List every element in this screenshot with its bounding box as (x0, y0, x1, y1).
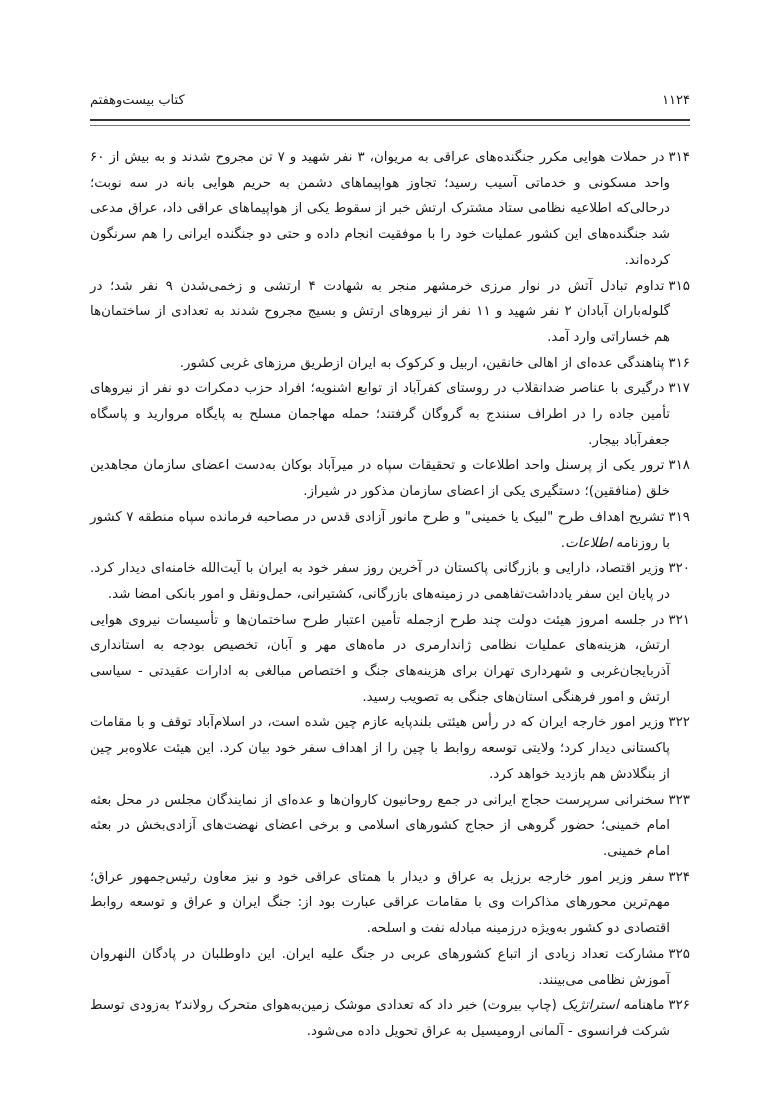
entry-text: ترور یکی از پرسنل واحد اطلاعات و تحقیقات سپاه در میرآباد بوکان به‌دست اعضای سازمان مجاهدین خلق (منافقین)؛ دستگیری یکی از اعضای سازمان مذکور در شیراز. (90, 458, 670, 500)
entry-number: ۳۱۶ (668, 355, 690, 371)
entry-text: تداوم تبادل آتش در نوار مرزی خرمشهر منجر به شهادت ۴ ارتشی و زخمی‌شدن ۹ نفر شد؛ در گلوله‌باران آبادان ۲ نفر شهید و ۱۱ نفر از نیروهای ارتش و بسیج مجروح شدند به تعدادی از ساختمان‌ها هم خساراتی وارد آمد. (90, 278, 670, 345)
entry-text: سفر وزیر امور خارجه برزیل به عراق و دیدار با همتای عراقی خود و نیز معاون رئیس‌جمهور عراق؛ مهم‌ترین محورهای مذاکرات وی با مقامات عراقی عبارت بود از: جنگ ایران و عراق و توسعه روابط اقتصادی دو کشور به‌ویژه درزمینه مبادله نفت و اسلحه. (90, 869, 670, 937)
chronology-entry (90, 788, 690, 865)
entry-number: ۳۲۵ (668, 946, 690, 962)
chronology-entry (90, 993, 690, 1044)
entry-number: ۳۲۲ (668, 715, 690, 731)
entry-number: ۳۲۶ (668, 998, 690, 1014)
entry-text: وزیر اقتصاد، دارایی و بازرگانی پاکستان در آخرین روز سفر خود به ایران با آیت‌الله خامنه‌ای دیدار کرد. در پایان این سفر یادداشت‌تفاهمی در زمینه‌های بازرگانی، کشتیرانی، حمل‌ونقل و امور بانکی امضا شد. (90, 561, 670, 602)
chronology-entry (90, 376, 690, 453)
entry-text: مشارکت تعداد زیادی از اتباع کشورهای عربی در جنگ علیه ایران. این داوطلبان در پادگان النهروان آموزش نظامی می‌بینند. (90, 946, 670, 988)
entry-number: ۳۲۳ (668, 792, 690, 808)
entry-number: ۳۱۹ (668, 509, 690, 525)
chronology-entry (90, 505, 690, 556)
chronology-entry (90, 608, 690, 711)
entry-text: در حملات هوایی مکرر جنگنده‌های عراقی به مریوان، ۳ نفر شهید و ۷ تن مجروح شدند و به بیش از ۶۰ واحد مسکونی و خدماتی آسیب رسید؛ تجاوز هواپیماهای دشمن به حریم هوایی بانه در سه نوبت؛ درحالی‌که اطلاعیه نظامی ستاد مشترک ارتش خبر از سقوط یکی از هواپیماهای عراقی داد، عراق مدعی شد جنگنده‌های این کشور عملیات خود را با موفقیت انجام داده و حتی دو جنگنده ایرانی را هم سرنگون کرده‌اند. (90, 150, 670, 268)
chronology-entry (90, 351, 690, 377)
chronology-entry (90, 942, 690, 993)
chronology-entry (90, 710, 690, 787)
chronology-entry (90, 556, 690, 607)
entry-number: ۳۲۱ (668, 612, 690, 628)
entry-text: در جلسه امروز هیئت دولت چند طرح ازجمله تأمین اعتبار طرح ساختمان‌ها و تأسیسات نیروی هوایی ارتش، هزینه‌های عملیات نظامی ژاندارمری در ماه‌های مهر و آبان، تخصیص بودجه به استانداری آذربایجان‌غربی و شهرداری تهران برای هزینه‌های جنگ و اختصاص مبالغی به ادارات عقیدتی - سیاسی ارتش و امور فرهنگی استان‌های جنگی به تصویب رسید. (90, 612, 670, 705)
publication-title: اطلاعات (565, 535, 613, 551)
chronology-entry (90, 453, 690, 504)
chronology-entry (90, 274, 690, 351)
entry-text: تشریح اهداف طرح "لبیک یا خمینی" و طرح مانور آزادی قدس در مصاحبه فرمانده سپاه منطقه ۷ کشور با روزنامه (90, 509, 670, 551)
entry-number: ۳۲۴ (668, 869, 690, 885)
header-divider (90, 119, 690, 126)
entry-number: ۳۱۴ (668, 150, 690, 165)
entry-text: پناهندگی عده‌ای از اهالی خانقین، اربیل و کرکوک به ایران ازطریق مرزهای غربی کشور. (179, 355, 665, 371)
entry-text-continued: . (560, 535, 566, 551)
entry-text-continued: (چاپ بیروت) خبر داد که تعدادی موشک زمین‌به‌هوای متحرک رولاند۲ به‌زودی توسط شرکت فرانسوی - آلمانی ارومیسیل به عراق تحویل داده می‌شود. (90, 998, 670, 1039)
entry-text: سخنرانی سرپرست حجاج ایرانی در جمع روحانیون کاروان‌ها و عده‌ای از نمایندگان مجلس در محل بعثه امام خمینی؛ حضور گروهی از حجاج کشورهای اسلامی و برخی اعضای نهضت‌های آزادی‌بخش در بعثه امام خمینی. (90, 792, 670, 859)
entry-number: ۳۲۰ (668, 561, 690, 577)
page-number: ۱۱۲۴ (662, 92, 690, 108)
chronology-list (90, 145, 690, 1045)
book-title: کتاب بیست‌وهفتم (90, 92, 185, 108)
publication-title: استراتژیک (561, 998, 619, 1014)
chronology-entry (90, 145, 690, 274)
chronology-entry (90, 865, 690, 942)
entry-number: ۳۱۸ (668, 458, 690, 474)
entry-number: ۳۱۵ (668, 278, 690, 294)
entry-text: وزیر امور خارجه ایران که در رأس هیئتی بلندپایه عازم چین شده است، در اسلام‌آباد توقف و با مقامات پاکستانی دیدار کرد؛ ولایتی توسعه روابط با چین را از اهداف سفر خود بیان کرد. این هیئت علاوه‌بر چین از بنگلادش هم بازدید خواهد کرد. (90, 715, 670, 782)
entry-text: ماهنامه (618, 998, 665, 1014)
running-header (90, 88, 690, 112)
entry-number: ۳۱۷ (668, 381, 690, 397)
entry-text: درگیری با عناصر ضدانقلاب در روستای کفرآباد از توابع اشنویه؛ افراد حزب دمکرات دو نفر از نیروهای تأمین جاده را در اطراف سنندج به گروگان گرفتند؛ حمله مهاجمان مسلح به پایگاه مروارید و پاسگاه جعفرآباد بیجار. (90, 381, 670, 448)
